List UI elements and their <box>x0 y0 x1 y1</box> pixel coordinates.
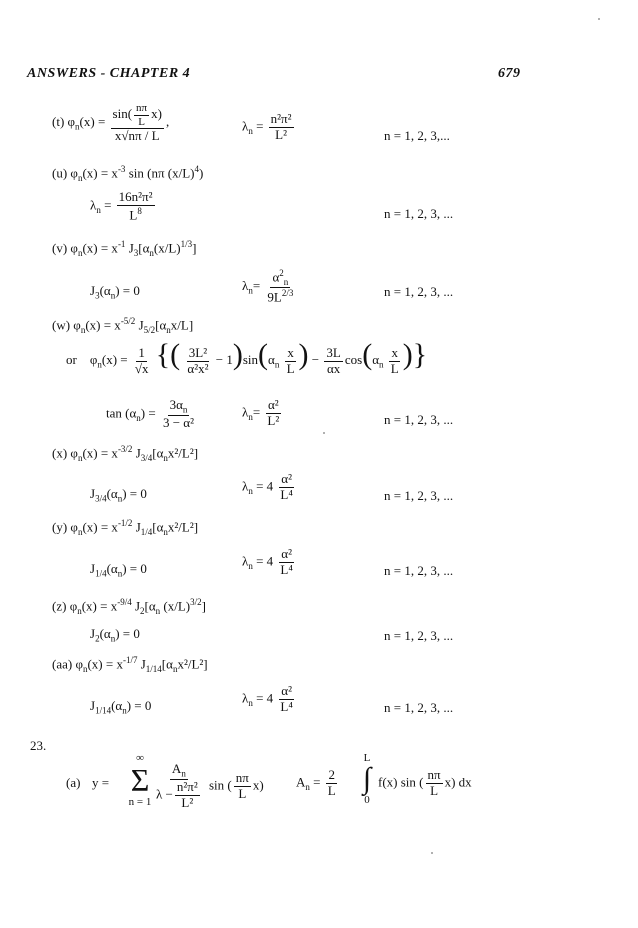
item-u: (u) $\varphi_n(x) = x^{-3}$ sin (nπ $(x/L)^4$) <box>52 164 204 183</box>
item-t: (t) $\varphi_n(x)$ = sin( $\frac{n\pi}{L}$ x) x√nπ / L , <box>52 102 170 144</box>
item-y: (y) $\varphi_n(x) = x^{-1/2}$ $J_{1/4}[\alpha_nx^2/L^2]$ <box>52 518 199 537</box>
item-x: (x) $\varphi_n(x) = x^{-3/2}$ $J_{3/4}[\alpha_nx^2/L^2]$ <box>52 444 199 463</box>
speck-mark <box>323 432 325 434</box>
item-y-lambda: $\lambda_n = 4$ $\frac{\text{α²}}{\text{L⁴}}$ <box>242 546 293 577</box>
integral-symbol: L ∫ 0 <box>362 752 372 806</box>
item-u-lambda: $\lambda_n$ = $\frac{\text{16n²π²}}{L^8}$ <box>90 189 153 223</box>
item-x-lambda: $\lambda_n = 4$ $\frac{\text{α²}}{\text{L⁴}}$ <box>242 471 293 502</box>
item-t-lambda: $\lambda_n$ = $\frac{\text{n²π²}}{\text{L²}}$ <box>242 111 292 142</box>
item-w-lambda: $\lambda_n=$ $\frac{\text{α²}}{\text{L²}}$ <box>242 397 280 428</box>
item-y-root: $J_{1/4}(\alpha_n) = 0$ <box>90 561 147 579</box>
item-aa-range: n = 1, 2, 3, ... <box>384 700 454 715</box>
item-w-tan: $\tan (\alpha_n)$ = $\frac{3\alpha_n}{\text{3 − α²}}$ <box>106 397 194 430</box>
item-x-root: $J_{3/4}(\alpha_n) = 0$ <box>90 486 147 504</box>
item-v-lambda: $\lambda_n=$ $\frac{\alpha^2_n}{9L^{2/3}}$ <box>242 268 294 305</box>
item-x-range: n = 1, 2, 3, ... <box>384 488 454 503</box>
item-w: (w) $\varphi_n(x) = x^{-5/2}$ $J_{5/2}[\alpha_nx/L]$ <box>52 316 194 335</box>
problem-23-number: 23. <box>30 738 47 753</box>
sum-symbol: ∞ Σ n = 1 <box>128 752 152 808</box>
item-y-range: n = 1, 2, 3, ... <box>384 563 454 578</box>
item-v-root: $J_3(\alpha_n) = 0$ <box>90 283 140 301</box>
item-u-range: n = 1, 2, 3, ... <box>384 206 454 221</box>
problem-23-y: y = <box>92 775 110 790</box>
problem-23-coefficient: $A_n$ = $\frac{2}{L}$ <box>296 767 336 798</box>
item-aa-root: $J_{1/14}(\alpha_n) = 0$ <box>90 698 152 716</box>
item-w-alt: or $\varphi_n(x)$ = $\frac{1}{√x}$ {( $\frac{\text{3L²}}{\text{α²x²}}$ − $1)\sin(\alpha_n$ $\frac{x}{L}$ ) − $\frac{3L}{\alpha x}$ $\cos(\alpha_n$ $\frac{x}{L}$ )} <box>66 338 428 376</box>
speck-mark-2 <box>431 852 433 854</box>
item-aa: (aa) $\varphi_n(x) = x^{-1/7}$ $J_{1/14}[\alpha_nx^2/L^2]$ <box>52 655 208 674</box>
item-v-range: n = 1, 2, 3, ... <box>384 284 454 299</box>
item-t-range: n = 1, 2, 3,... <box>384 128 450 143</box>
item-v: (v) $\varphi_n(x) = x^{-1}$ $J_3[\alpha_n(x/L)^{1/3}]$ <box>52 239 197 258</box>
item-aa-lambda: $\lambda_n = 4$ $\frac{\text{α²}}{\text{L⁴}}$ <box>242 683 293 714</box>
page-header-title: ANSWERS - CHAPTER 4 <box>27 66 191 81</box>
item-z: (z) $\varphi_n(x) = x^{-9/4}$ $J_2[\alpha_n$ $(x/L)^{3/2}$] <box>52 597 206 616</box>
speck-mark-3 <box>598 18 600 20</box>
problem-23-series-term: $A_n$ λ − $\frac{\text{n²π²}}{\text{L²}}$ sin ( $\frac{n\pi}{L}$ x) <box>156 761 264 810</box>
page-number: 679 <box>498 66 521 81</box>
problem-23-a-label: (a) <box>66 775 81 790</box>
item-w-range: n = 1, 2, 3, ... <box>384 412 454 427</box>
item-z-root: $J_2(\alpha_n) = 0$ <box>90 626 140 644</box>
item-z-range: n = 1, 2, 3, ... <box>384 628 454 643</box>
problem-23-integrand: f(x) sin ( $\frac{n\pi}{L}$ x) dx <box>378 767 472 798</box>
